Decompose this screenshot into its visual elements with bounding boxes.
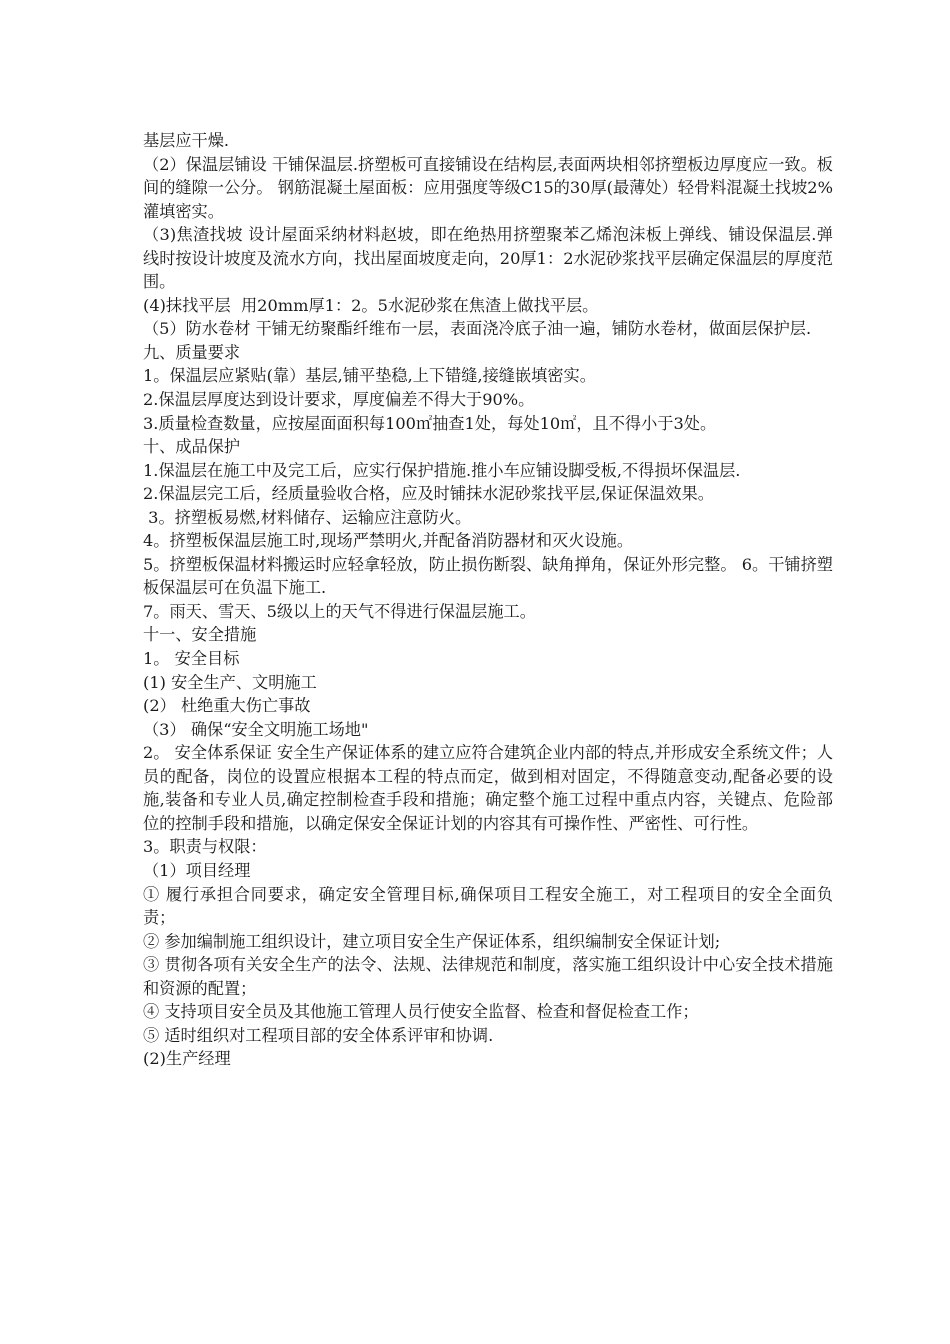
list-item: 3。挤塑板易燃,材料储存、运输应注意防火。 [143,507,472,527]
document-body [143,129,833,1071]
list-item: 3.质量检查数量，应按屋面面积每100㎡抽查1处，每处10㎡，且不得小于3处。 [143,413,717,433]
subheading-safety-goals: 1。 安全目标 [143,649,240,669]
paragraph-insulation-laying: （2）保温层铺设 干铺保温层.挤塑板可直接铺设在结构层,表面两块相邻挤塑板边厚度应一致。板间的缝隙一公分。 钢筋混凝土屋面板：应用强度等级C15的30厚(最薄处）轻骨料混凝土找坡2%灌填密实。 [143,154,833,221]
list-item: 2.保温层完工后，经质量验收合格，应及时铺抹水泥砂浆找平层,保证保温效果。 [143,484,714,504]
paragraph-cinder-slope: （3)焦渣找坡 设计屋面采纳材料赵坡，即在绝热用挤塑聚苯乙烯泡沫板上弹线、铺设保温层.弹线时按设计坡度及流水方向，找出屋面坡度走向，20厚1：2水泥砂浆找平层确定保温层的厚度范围。 [143,225,833,292]
list-item: ① 履行承担合同要求，确定安全管理目标,确保项目工程安全施工，对工程项目的安全全面负责； [143,884,833,928]
paragraph-leveling-layer: (4)抹找平层 用20mm厚1：2。5水泥砂浆在焦渣上做找平层。 [143,295,599,315]
section-heading-safety: 十一、安全措施 [143,625,257,645]
paragraph-safety-system: 2。 安全体系保证 安全生产保证体系的建立应符合建筑企业内部的特点,并形成安全系统文件；人员的配备，岗位的设置应根据本工程的特点而定，做到相对固定，不得随意变动,配备必要的设施,装备和专业人员,确定控制检查手段和措施；确定整个施工过程中重点内容，关键点、危险部位的控制手段和措施，以确定保安全保证计划的内容其有可操作性、严密性、可行性。 [143,743,833,833]
list-item: 7。雨天、雪天、5级以上的天气不得进行保温层施工。 [143,601,536,621]
subheading-project-manager: （1）项目经理 [143,860,251,880]
list-item: ④ 支持项目安全员及其他施工管理人员行使安全监督、检查和督促检查工作； [143,1002,699,1022]
list-item: 1.保温层在施工中及完工后，应实行保护措施.推小车应铺设脚受板,不得损坏保温层. [143,460,741,480]
list-item: 2.保温层厚度达到设计要求，厚度偏差不得大于90%。 [143,390,535,410]
list-item: （3） 确保“安全文明施工场地" [143,719,369,739]
list-item: 1。保温层应紧贴(靠）基层,铺平垫稳,上下错缝,接缝嵌填密实。 [143,366,596,386]
section-heading-protection: 十、成品保护 [143,437,241,457]
subheading-responsibilities: 3。职责与权限： [143,837,267,857]
subheading-production-manager: (2)生产经理 [143,1049,231,1069]
paragraph-waterproof-membrane: （5）防水卷材 干铺无纺聚酯纤维布一层，表面浇冷底子油一遍，铺防水卷材，做面层保护层. [143,319,812,339]
list-item: 5。挤塑板保温材料搬运时应轻拿轻放，防止损伤断裂、缺角掸角，保证外形完整。 6。干铺挤塑板保温层可在负温下施工. [143,554,833,598]
list-item: (1) 安全生产、文明施工 [143,672,317,692]
paragraph-base-dry: 基层应干燥. [143,131,230,150]
list-item: ② 参加编制施工组织设计，建立项目安全生产保证体系，组织编制安全保证计划; [143,931,721,951]
list-item: (2） 杜绝重大伤亡事故 [143,696,311,716]
list-item: ③ 贯彻各项有关安全生产的法令、法规、法律规范和制度，落实施工组织设计中心安全技术措施和资源的配置； [143,955,833,998]
list-item: ⑤ 适时组织对工程项目部的安全体系评审和协调. [143,1025,494,1045]
section-heading-quality: 九、质量要求 [143,342,241,362]
list-item: 4。挤塑板保温层施工时,现场严禁明火,并配备消防器材和灭火设施。 [143,531,634,551]
